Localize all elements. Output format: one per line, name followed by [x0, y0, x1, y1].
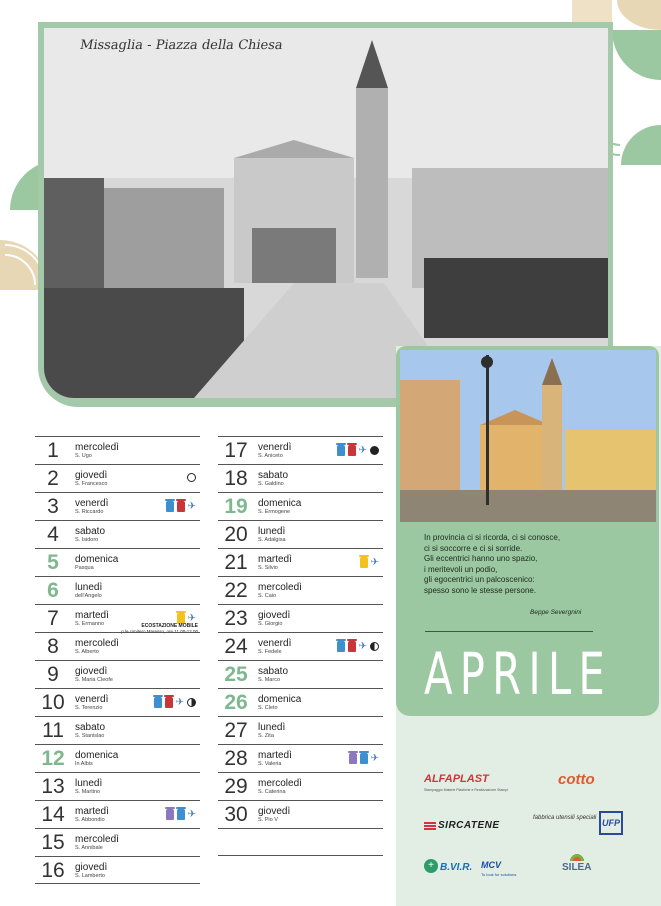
day-saint: S. Caterina [258, 789, 286, 795]
day-number: 3 [47, 495, 59, 518]
day-number: 16 [41, 859, 65, 882]
day-weekday: venerdì [258, 442, 292, 453]
quote-line: i meritevoli un podio, [424, 564, 498, 574]
sponsor-fabbrica: fabbrica utensili speciali [533, 815, 597, 821]
day-saint: S. Fedele [258, 649, 282, 655]
day-number: 11 [42, 719, 64, 742]
day-row [35, 660, 200, 688]
historic-photo-illustration [44, 28, 608, 398]
day-row [218, 520, 383, 548]
day-weekday: mercoledì [75, 834, 119, 845]
quote-line: spesso sono le stesse persone. [424, 585, 537, 595]
day-row [218, 660, 383, 688]
eco-station-title: ECOSTAZIONE MOBILE [141, 623, 198, 629]
blue-bin-icon [337, 641, 345, 652]
day-row [35, 828, 200, 856]
collection-bird-icon: ✈ [175, 697, 184, 708]
day-weekday: giovedì [258, 610, 291, 621]
day-number: 10 [41, 691, 65, 714]
day-weekday: mercoledì [258, 778, 302, 789]
day-number: 4 [47, 523, 59, 546]
sponsor-mcv-tagline: To look for solutions [481, 872, 517, 877]
day-saint: S. Caio [258, 593, 277, 599]
day-number: 18 [224, 467, 248, 490]
day-weekday: lunedì [75, 778, 103, 789]
day-saint: S. Isidoro [75, 537, 99, 543]
day-icons [187, 473, 196, 482]
quote-line: ci si soccorre e ci si sorride. [424, 543, 523, 553]
day-weekday: domenica [258, 694, 302, 705]
day-icons [337, 445, 379, 456]
day-row [218, 632, 383, 660]
day-icons [154, 697, 196, 708]
day-row [218, 800, 383, 828]
day-weekday: giovedì [75, 470, 108, 481]
day-row [35, 856, 200, 884]
red-bin-icon [177, 501, 185, 512]
day-weekday: sabato [75, 722, 106, 733]
historic-photo [44, 28, 608, 398]
quote-line: gli egocentrici un palcoscenico: [424, 575, 535, 584]
day-row [218, 716, 383, 744]
collection-bird-icon: ✈ [358, 445, 367, 456]
red-bin-icon [165, 697, 173, 708]
day-saint: S. Ugo [75, 453, 92, 459]
day-weekday: giovedì [75, 666, 108, 677]
quote [424, 533, 624, 596]
day-list-right [218, 436, 383, 856]
day-saint: S. Giorgio [258, 621, 283, 627]
day-saint: S. Aniceto [258, 453, 283, 459]
day-number: 21 [224, 551, 248, 574]
day-row [218, 492, 383, 520]
eco-station-text: p.le cimitero Maresso, ore 11.00-12.00 [121, 629, 198, 634]
day-saint: In Albis [75, 761, 93, 767]
day-number: 6 [47, 579, 59, 602]
quote-author: Beppe Severgnini [530, 609, 582, 616]
moon-new-icon [187, 473, 196, 482]
sponsor-alfaplast-tagline: Stampaggio Materie Plastiche e Realizzazione Stampi [424, 788, 509, 792]
day-weekday: martedì [258, 554, 292, 565]
day-number: 8 [47, 635, 59, 658]
day-number: 14 [41, 803, 65, 826]
day-weekday: martedì [75, 806, 109, 817]
yellow-bin-icon [360, 557, 368, 568]
day-number: 2 [47, 467, 59, 490]
day-saint: S. Martino [75, 789, 101, 795]
day-number: 30 [224, 803, 248, 826]
day-row [35, 436, 200, 464]
blue-bin-icon [166, 501, 174, 512]
day-saint: S. Ermogene [258, 509, 291, 515]
day-row [35, 464, 200, 492]
collection-bird-icon: ✈ [370, 557, 379, 568]
collection-bird-icon: ✈ [370, 753, 379, 764]
day-number: 24 [224, 635, 248, 658]
day-number: 12 [41, 747, 65, 770]
day-weekday: venerdì [75, 694, 109, 705]
red-bin-icon [348, 445, 356, 456]
day-icons [166, 809, 196, 820]
collection-bird-icon: ✈ [358, 641, 367, 652]
day-number: 26 [224, 691, 248, 714]
sponsor-silea: SILEA [562, 862, 592, 873]
day-row [35, 604, 200, 632]
sponsor-cotto: cotto [558, 771, 595, 788]
day-saint: dell'Angelo [75, 593, 102, 599]
day-number: 20 [224, 523, 248, 546]
day-row [218, 604, 383, 632]
day-number: 27 [224, 719, 248, 742]
day-saint: S. Ermanno [75, 621, 105, 627]
day-number: 22 [224, 579, 248, 602]
month-title: APRILE [424, 640, 612, 708]
day-row [218, 436, 383, 464]
day-weekday: martedì [75, 610, 109, 621]
day-weekday: sabato [75, 526, 106, 537]
day-weekday: sabato [258, 470, 289, 481]
day-saint: S. Pio V [258, 817, 278, 823]
sircatene-logo-icon [424, 822, 436, 830]
quote-divider [425, 631, 593, 632]
day-saint: S. Francesco [75, 481, 108, 487]
day-saint: S. Lamberto [75, 873, 105, 879]
collection-bird-icon: ✈ [187, 613, 196, 624]
day-row [218, 772, 383, 800]
quote-line: In provincia ci si ricorda, ci si conosce, [424, 533, 561, 542]
day-number: 9 [47, 663, 59, 686]
day-number: 5 [47, 551, 59, 574]
moon-last-icon [370, 642, 379, 651]
day-saint: S. Marco [258, 677, 281, 683]
day-number: 17 [224, 439, 248, 462]
bvr-logo-icon: + [424, 859, 438, 873]
modern-photo-illustration [400, 350, 656, 522]
day-saint: S. Galdino [258, 481, 284, 487]
day-weekday: venerdì [258, 638, 292, 649]
day-number: 28 [224, 747, 248, 770]
blue-bin-icon [360, 753, 368, 764]
day-saint: S. Riccardo [75, 509, 104, 515]
photo-caption: Missaglia - Piazza della Chiesa [78, 38, 284, 53]
day-row [35, 632, 200, 660]
blue-bin-icon [337, 445, 345, 456]
day-weekday: giovedì [75, 862, 108, 873]
day-row [35, 520, 200, 548]
silea-logo-icon [569, 848, 585, 861]
day-weekday: giovedì [258, 806, 291, 817]
day-number: 19 [224, 495, 248, 518]
quote-line: Gli eccentrici hanno uno spazio, [424, 554, 538, 563]
day-row [35, 744, 200, 772]
sponsor-alfaplast: ALFAPLAST [424, 773, 489, 785]
day-saint: S. Maria Cleofe [75, 677, 113, 683]
day-saint: S. Silvio [258, 565, 278, 571]
day-weekday: martedì [258, 750, 292, 761]
day-number: 1 [47, 439, 59, 462]
sponsor-bvr: B.VI.R. [440, 862, 473, 873]
day-row [35, 716, 200, 744]
day-row [35, 576, 200, 604]
day-number: 13 [41, 775, 65, 798]
sponsor-ufp: UFP [599, 811, 623, 835]
day-saint: Pasqua [75, 565, 94, 571]
collection-bird-icon: ✈ [187, 809, 196, 820]
day-weekday: domenica [75, 554, 119, 565]
moon-first-icon [187, 698, 196, 707]
day-saint: S. Zita [258, 733, 274, 739]
day-row [35, 688, 200, 716]
blue-bin-icon [154, 697, 162, 708]
modern-photo [400, 350, 656, 522]
day-weekday: domenica [258, 498, 302, 509]
day-weekday: mercoledì [258, 582, 302, 593]
blue-bin-icon [177, 809, 185, 820]
day-weekday: lunedì [75, 582, 103, 593]
day-row [35, 548, 200, 576]
day-weekday: lunedì [258, 526, 286, 537]
red-bin-icon [348, 641, 356, 652]
day-list-left [35, 436, 200, 884]
sponsor-sircatene: SIRCATENE [438, 820, 500, 831]
day-number: 25 [224, 663, 248, 686]
day-row [218, 576, 383, 604]
day-number: 23 [224, 607, 248, 630]
day-saint: S. Alberto [75, 649, 99, 655]
day-icons [360, 557, 379, 568]
day-weekday: sabato [258, 666, 289, 677]
moon-full-icon [370, 446, 379, 455]
day-icons [166, 501, 196, 512]
collection-bird-icon: ✈ [187, 501, 196, 512]
day-number: 7 [47, 607, 59, 630]
day-weekday: lunedì [258, 722, 286, 733]
day-weekday: venerdì [75, 498, 109, 509]
day-row [218, 464, 383, 492]
day-row [35, 800, 200, 828]
day-saint: S. Abbondio [75, 817, 105, 823]
day-row [35, 492, 200, 520]
day-saint: S. Annibale [75, 845, 103, 851]
day-weekday: mercoledì [75, 442, 119, 453]
purple-bin-icon [349, 753, 357, 764]
day-icons [337, 641, 379, 652]
day-saint: S. Stanislao [75, 733, 105, 739]
day-saint: S. Cleto [258, 705, 278, 711]
day-row [35, 772, 200, 800]
day-weekday: mercoledì [75, 638, 119, 649]
sponsor-mcv: MCV [481, 860, 501, 870]
day-number: 29 [224, 775, 248, 798]
day-number: 15 [41, 831, 65, 854]
day-weekday: domenica [75, 750, 119, 761]
day-saint: S. Adalgisa [258, 537, 286, 543]
day-row [218, 744, 383, 772]
purple-bin-icon [166, 809, 174, 820]
day-row [218, 548, 383, 576]
day-saint: S. Terenzio [75, 705, 103, 711]
day-saint: S. Valeria [258, 761, 282, 767]
empty-row [218, 828, 383, 856]
day-icons [349, 753, 379, 764]
day-row [218, 688, 383, 716]
